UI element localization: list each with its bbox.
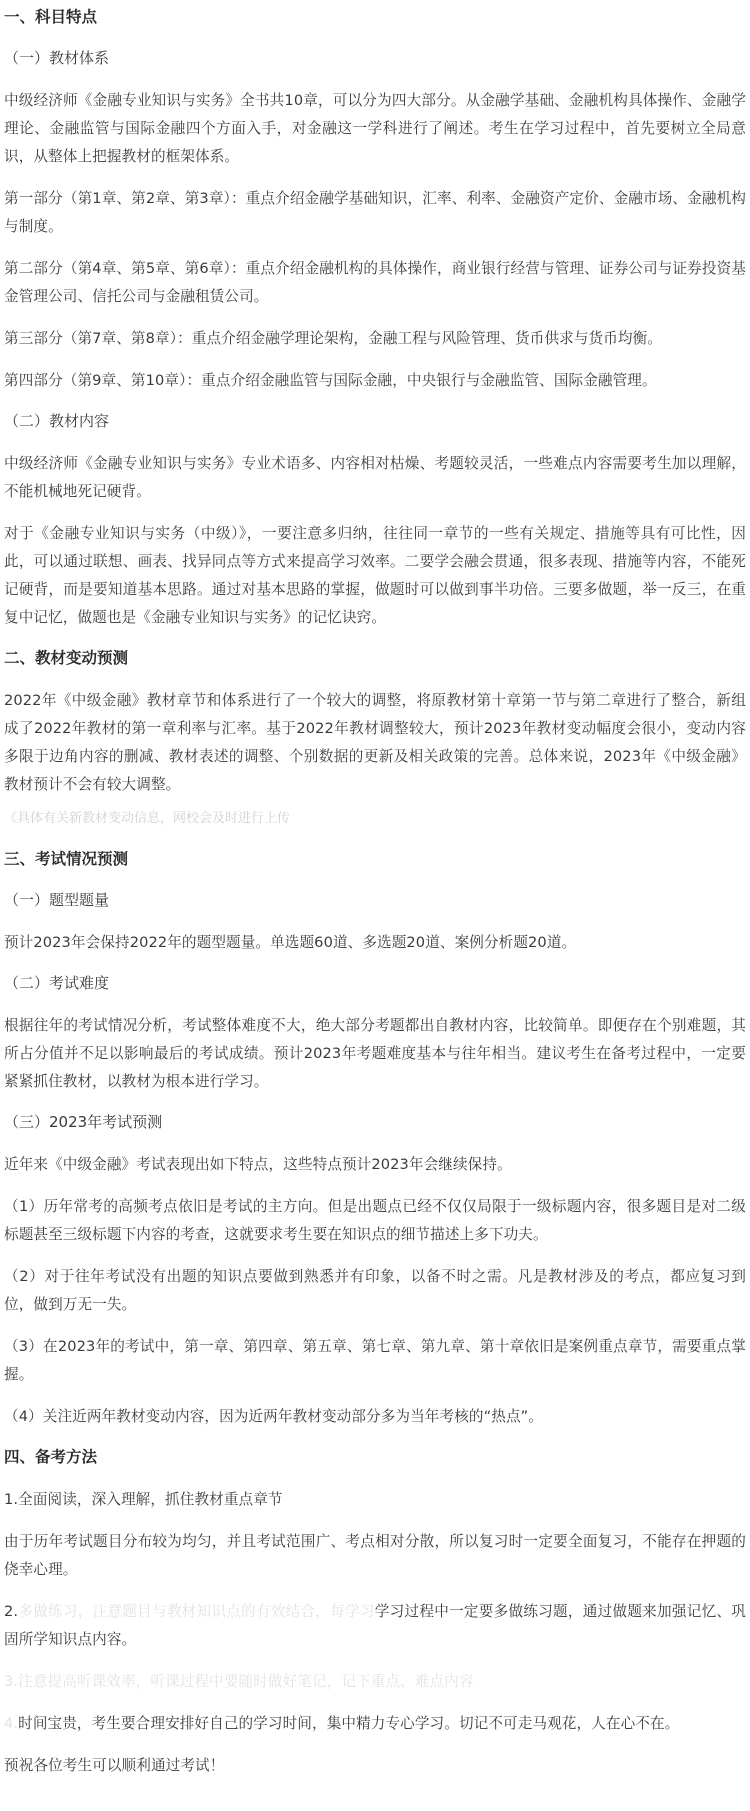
closing-line: 预祝各位考生可以顺利通过考试！ xyxy=(4,1757,225,1774)
paragraph: （3）在2023年的考试中，第一章、第四章、第五章、第七章、第九章、第十章依旧是案例重点章节，需要重点掌握。 xyxy=(4,1338,746,1383)
section-title: 三、考试情况预测 xyxy=(4,850,129,868)
faded-paragraph: 3.注意提高听课效率，听课过程中要随时做好笔记，记下重点、难点内容 xyxy=(4,1673,474,1690)
paragraph: （4）关注近两年教材变动内容，因为近两年教材变动部分多为当年考核的“热点”。 xyxy=(4,1408,543,1425)
paragraph xyxy=(4,1710,746,1738)
subsection-title: （三）2023年考试预测 xyxy=(4,1113,163,1131)
paragraph: 预计2023年会保持2022年的题型题量。单选题60道、多选题20道、案例分析题20道。 xyxy=(4,934,577,951)
subsection-title: （一）题型题量 xyxy=(4,891,110,909)
paragraph-text: 学习过程中一定要多做练习题，通过做题来加强记忆、巩固所学知识点内容。 xyxy=(4,1603,746,1648)
faded-note: 《具体有关新教材变动信息，网校会及时进行上传 xyxy=(4,811,291,826)
paragraph: 中级经济师《金融专业知识与实务》专业术语多、内容相对枯燥、考题较灵活，一些难点内容需要考生加以理解，不能机械地死记硬背。 xyxy=(4,455,746,500)
paragraph: 第二部分（第4章、第5章、第6章）：重点介绍金融机构的具体操作，商业银行经营与管理、证券公司与证券投资基金管理公司、信托公司与金融租赁公司。 xyxy=(4,260,746,305)
faded-text: 多做练习，注意题目与教材知识点的有效结合，每学习 xyxy=(18,1603,375,1620)
paragraph: 根据往年的考试情况分析，考试整体难度不大，绝大部分考题都出自教材内容，比较简单。即便存在个别难题，其所占分值并不足以影响最后的考试成绩。预计2023年考题难度基本与往年相当。建议考生在备考过程中，一定要紧紧抓住教材，以教材为根本进行学习。 xyxy=(4,1017,746,1090)
paragraph: 由于历年考试题目分布较为均匀，并且考试范围广、考点相对分散，所以复习时一定要全面复习，不能存在押题的侥幸心理。 xyxy=(4,1533,746,1578)
paragraph: （1）历年常考的高频考点依旧是考试的主方向。但是出题点已经不仅仅局限于一级标题内容，很多题目是对二级标题甚至三级标题下内容的考查，这就要求考生要在知识点的细节描述上多下功夫。 xyxy=(4,1198,746,1243)
paragraph: （2）对于往年考试没有出题的知识点要做到熟悉并有印象，以备不时之需。凡是教材涉及的考点，都应复习到位，做到万无一失。 xyxy=(4,1268,746,1313)
subsection-title: （一）教材体系 xyxy=(4,49,110,67)
subsection-title: （二）考试难度 xyxy=(4,974,110,992)
paragraph: 第一部分（第1章、第2章、第3章）：重点介绍金融学基础知识，汇率、利率、金融资产定价、金融市场、金融机构与制度。 xyxy=(4,190,746,235)
section-title: 二、教材变动预测 xyxy=(4,649,129,667)
paragraph: 第四部分（第9章、第10章）：重点介绍金融监管与国际金融，中央银行与金融监管、国际金融管理。 xyxy=(4,372,657,389)
paragraph: 中级经济师《金融专业知识与实务》全书共10章，可以分为四大部分。从金融学基础、金融机构具体操作、金融学理论、金融监管与国际金融四个方面入手，对金融这一学科进行了阐述。考生在学习过程中，首先要树立全局意识，从整体上把握教材的框架体系。 xyxy=(4,92,746,165)
paragraph: 2022年《中级金融》教材章节和体系进行了一个较大的调整，将原教材第十章第一节与第二章进行了整合，新组成了2022年教材的第一章利率与汇率。基于2022年教材调整较大，预计2023年教材变动幅度会很小，变动内容多限于边角内容的删减、教材表述的调整、个别数据的更新及相关政策的完善。总体来说，2023年《中级金融》教材预计不会有较大调整。 xyxy=(4,692,746,793)
paragraph-text: 时间宝贵，考生要合理安排好自己的学习时间，集中精力专心学习。切记不可走马观花，人在心不在。 xyxy=(18,1715,680,1732)
section-title: 一、科目特点 xyxy=(4,8,98,26)
section-title: 四、备考方法 xyxy=(4,1448,98,1466)
paragraph: 对于《金融专业知识与实务（中级）》，一要注意多归纳，往往同一章节的一些有关规定、措施等具有可比性，因此，可以通过联想、画表、找异同点等方式来提高学习效率。二要学会融会贯通，很多表现、措施等内容，不能死记硬背，而是要知道基本思路。通过对基本思路的掌握，做题时可以做到事半功倍。三要多做题，举一反三，在重复中记忆，做题也是《金融专业知识与实务》的记忆诀窍。 xyxy=(4,525,746,626)
list-number: 2. xyxy=(4,1603,19,1620)
faded-list-number: 4. xyxy=(4,1715,19,1732)
paragraph: 近年来《中级金融》考试表现出如下特点，这些特点预计2023年会继续保持。 xyxy=(4,1156,512,1173)
subsection-title: （二）教材内容 xyxy=(4,412,110,430)
paragraph xyxy=(4,1598,746,1654)
paragraph: 1.全面阅读，深入理解，抓住教材重点章节 xyxy=(4,1491,283,1508)
paragraph: 第三部分（第7章、第8章）：重点介绍金融学理论架构，金融工程与风险管理、货币供求与货币均衡。 xyxy=(4,330,662,347)
